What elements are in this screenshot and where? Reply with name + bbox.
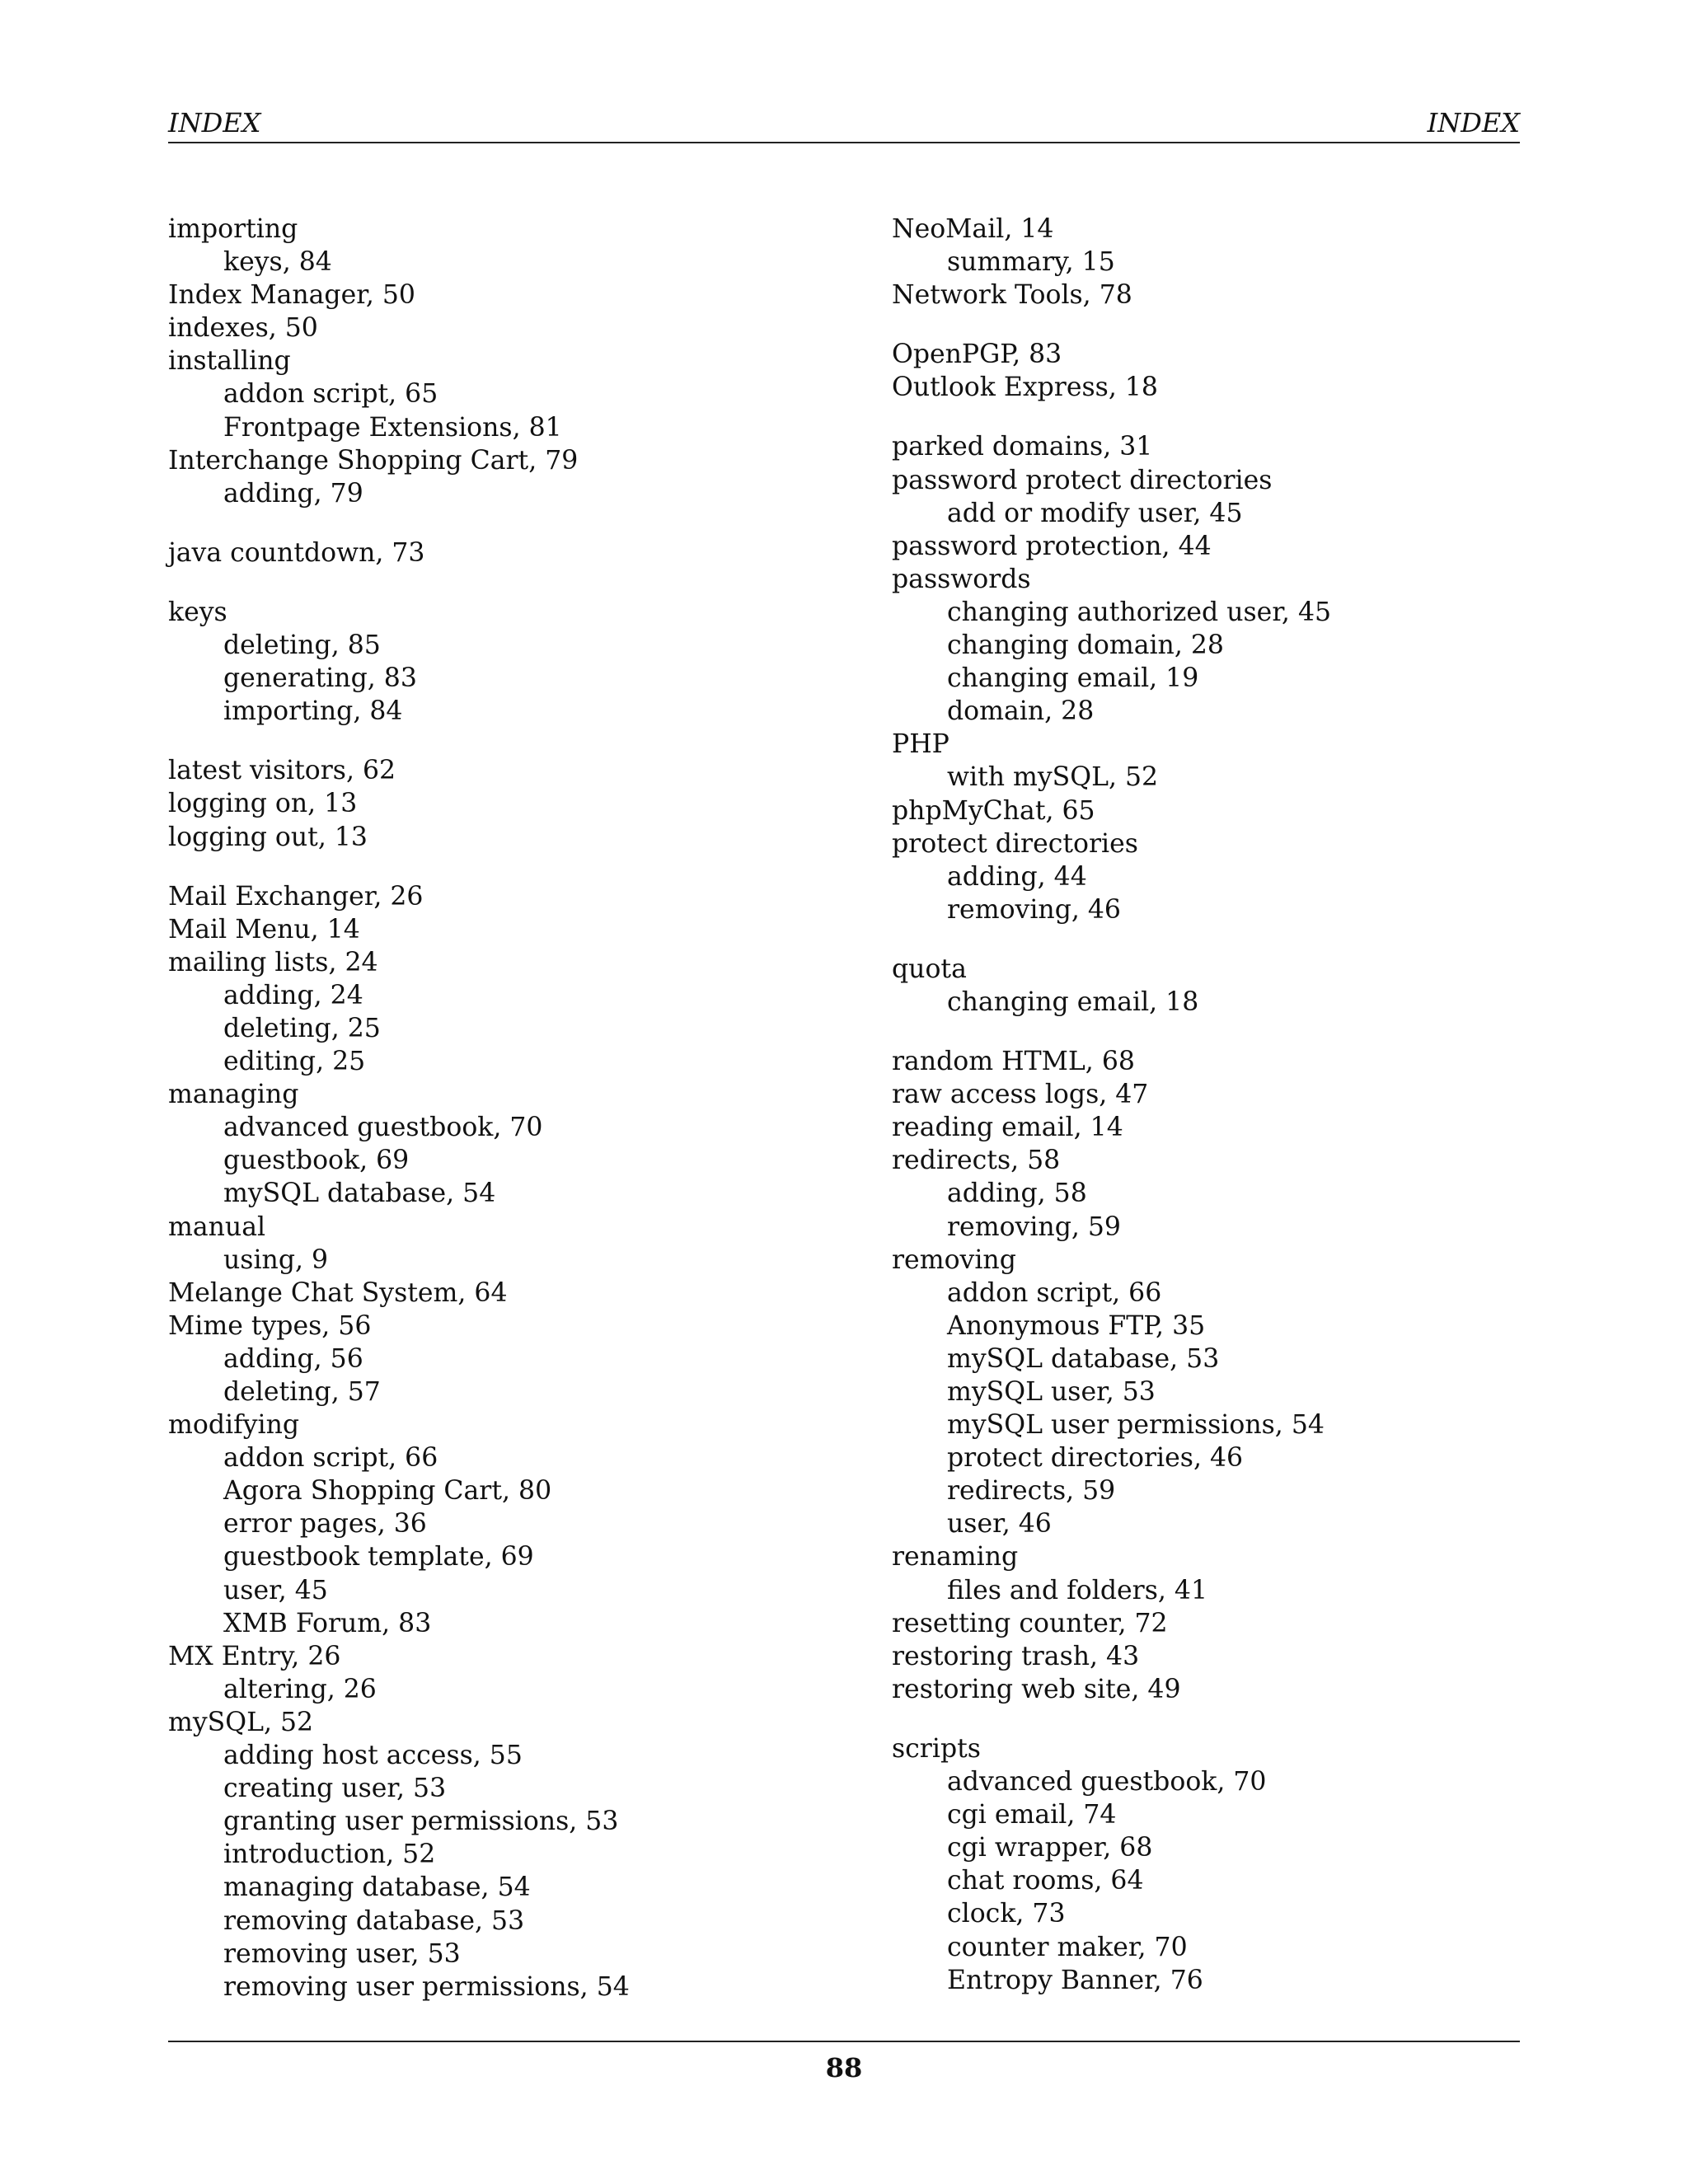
index-subentry: creating user, 53 <box>223 1774 447 1804</box>
index-entry: latest visitors, 62 <box>168 756 396 786</box>
index-subentry: changing domain, 28 <box>947 630 1224 661</box>
index-entry: random HTML, 68 <box>892 1047 1135 1077</box>
index-entry: logging on, 13 <box>168 789 358 819</box>
index-entry: quota <box>892 954 967 984</box>
index-subentry: chat rooms, 64 <box>947 1866 1144 1896</box>
index-entry: redirects, 58 <box>892 1146 1061 1176</box>
index-entry: Outlook Express, 18 <box>892 373 1158 403</box>
index-subentry: changing email, 18 <box>947 987 1199 1017</box>
index-subentry: guestbook template, 69 <box>223 1542 534 1572</box>
index-entry: Mail Menu, 14 <box>168 914 360 944</box>
index-entry: installing <box>168 346 291 377</box>
index-subentry: adding, 24 <box>223 980 363 1010</box>
index-subentry: user, 45 <box>223 1575 328 1605</box>
index-subentry: keys, 84 <box>223 247 332 278</box>
index-subentry: adding host access, 55 <box>223 1741 523 1771</box>
index-entry: MX Entry, 26 <box>168 1641 341 1671</box>
index-entry: scripts <box>892 1733 981 1764</box>
index-subentry: cgi email, 74 <box>947 1800 1117 1830</box>
index-subentry: removing database, 53 <box>223 1905 525 1936</box>
header-right-title: INDEX <box>1427 107 1520 138</box>
index-entry: logging out, 13 <box>168 822 368 852</box>
index-subentry: cgi wrapper, 68 <box>947 1833 1153 1863</box>
running-header <box>168 104 1520 143</box>
index-entry: Index Manager, 50 <box>168 280 415 311</box>
index-entry: Interchange Shopping Cart, 79 <box>168 445 579 476</box>
index-subentry: domain, 28 <box>947 696 1095 727</box>
index-subentry: Entropy Banner, 76 <box>947 1965 1203 1995</box>
index-subentry: granting user permissions, 53 <box>223 1807 619 1837</box>
index-subentry: adding, 79 <box>223 478 363 509</box>
index-entry: reading email, 14 <box>892 1113 1123 1143</box>
index-subentry: counter maker, 70 <box>947 1932 1188 1962</box>
index-subentry: XMB Forum, 83 <box>223 1608 432 1638</box>
index-entry: manual <box>168 1212 266 1242</box>
index-subentry: protect directories, 46 <box>947 1443 1244 1474</box>
index-subentry: mySQL database, 53 <box>947 1343 1220 1374</box>
index-subentry: introduction, 52 <box>223 1840 436 1870</box>
index-subentry: addon script, 66 <box>947 1277 1162 1308</box>
index-subentry: using, 9 <box>223 1244 329 1275</box>
index-entry: protect directories <box>892 828 1138 859</box>
index-subentry: addon script, 65 <box>223 379 438 410</box>
index-entry: restoring web site, 49 <box>892 1674 1181 1704</box>
index-entry: raw access logs, 47 <box>892 1080 1149 1110</box>
index-subentry: Agora Shopping Cart, 80 <box>223 1476 552 1507</box>
index-entry: PHP <box>892 729 950 760</box>
index-column-right <box>892 213 1518 1997</box>
index-subentry: importing, 84 <box>223 696 403 727</box>
header-left-title: INDEX <box>168 107 261 138</box>
index-subentry: Frontpage Extensions, 81 <box>223 412 562 443</box>
index-subentry: Anonymous FTP, 35 <box>947 1310 1206 1341</box>
index-entry: managing <box>168 1080 299 1110</box>
index-entry: Melange Chat System, 64 <box>168 1277 508 1308</box>
index-entry: Network Tools, 78 <box>892 280 1132 311</box>
index-entry: mySQL, 52 <box>168 1707 314 1737</box>
index-subentry: mySQL user, 53 <box>947 1377 1156 1407</box>
index-subentry: advanced guestbook, 70 <box>947 1767 1267 1797</box>
index-subentry: adding, 44 <box>947 861 1087 892</box>
index-column-left <box>168 213 828 2004</box>
index-subentry: addon script, 66 <box>223 1443 438 1474</box>
index-subentry: generating, 83 <box>223 663 417 694</box>
index-entry: Mail Exchanger, 26 <box>168 881 424 912</box>
index-entry: password protect directories <box>892 465 1273 495</box>
index-entry: Mime types, 56 <box>168 1310 372 1341</box>
index-subentry: editing, 25 <box>223 1047 366 1077</box>
index-entry: password protection, 44 <box>892 531 1212 561</box>
index-entry: importing <box>168 214 298 244</box>
index-subentry: deleting, 25 <box>223 1013 381 1043</box>
index-subentry: adding, 56 <box>223 1343 363 1374</box>
index-subentry: files and folders, 41 <box>947 1575 1207 1605</box>
index-subentry: error pages, 36 <box>223 1509 427 1540</box>
index-subentry: with mySQL, 52 <box>947 762 1159 793</box>
index-subentry: summary, 15 <box>947 247 1115 278</box>
index-entry: indexes, 50 <box>168 313 318 344</box>
index-entry: java countdown, 73 <box>168 537 425 568</box>
index-subentry: guestbook, 69 <box>223 1146 410 1176</box>
index-entry: restoring trash, 43 <box>892 1641 1140 1671</box>
index-entry: NeoMail, 14 <box>892 214 1054 244</box>
index-entry: parked domains, 31 <box>892 432 1153 462</box>
index-subentry: removing, 59 <box>947 1212 1121 1242</box>
index-entry: modifying <box>168 1410 300 1441</box>
index-entry: removing <box>892 1244 1016 1275</box>
index-subentry: removing user, 53 <box>223 1938 461 1969</box>
index-subentry: advanced guestbook, 70 <box>223 1113 543 1143</box>
index-subentry: add or modify user, 45 <box>947 498 1243 528</box>
index-subentry: removing, 46 <box>947 894 1121 925</box>
index-entry: OpenPGP, 83 <box>892 340 1062 370</box>
index-subentry: mySQL user permissions, 54 <box>947 1410 1325 1441</box>
index-subentry: changing email, 19 <box>947 663 1199 694</box>
page-number: 88 <box>825 2052 863 2083</box>
index-subentry: mySQL database, 54 <box>223 1179 496 1209</box>
index-entry: resetting counter, 72 <box>892 1608 1168 1638</box>
index-subentry: user, 46 <box>947 1509 1052 1540</box>
index-subentry: managing database, 54 <box>223 1872 531 1903</box>
index-subentry: adding, 58 <box>947 1179 1087 1209</box>
footer-rule <box>168 2041 1520 2042</box>
index-entry: mailing lists, 24 <box>168 947 378 977</box>
index-entry: passwords <box>892 564 1031 594</box>
index-subentry: deleting, 85 <box>223 630 381 661</box>
index-subentry: altering, 26 <box>223 1674 377 1704</box>
index-subentry: deleting, 57 <box>223 1377 381 1407</box>
index-subentry: clock, 73 <box>947 1899 1066 1929</box>
index-entry: phpMyChat, 65 <box>892 795 1095 826</box>
index-subentry: changing authorized user, 45 <box>947 597 1332 627</box>
index-subentry: redirects, 59 <box>947 1476 1116 1507</box>
index-entry: keys <box>168 597 227 627</box>
index-entry: renaming <box>892 1542 1019 1572</box>
index-subentry: removing user permissions, 54 <box>223 1971 630 2002</box>
